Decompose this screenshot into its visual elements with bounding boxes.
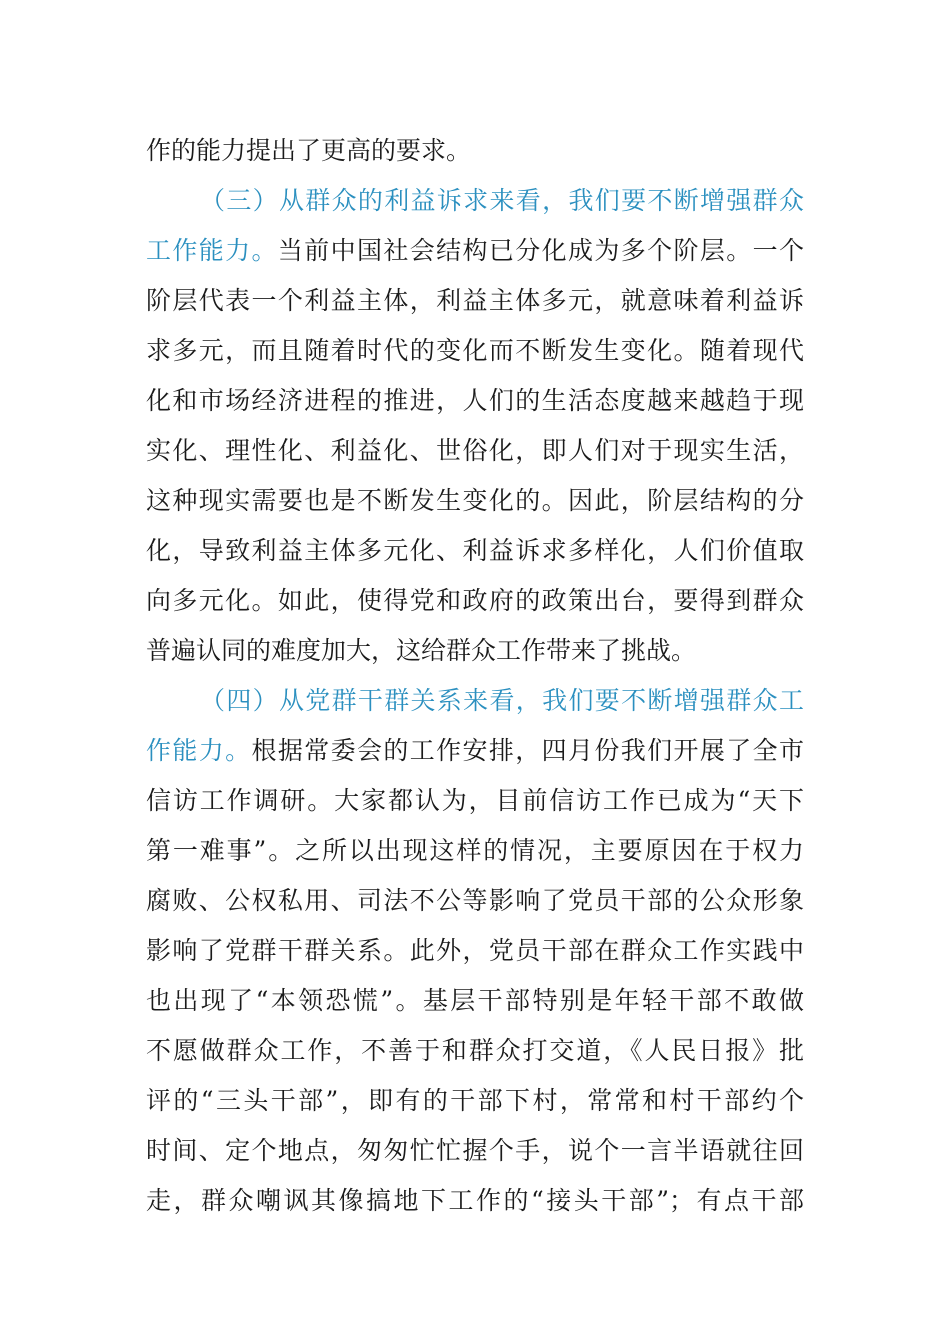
section-heading-4: （四）从党群干群关系来看，我们要不断增强群众工	[200, 686, 804, 715]
body-text: 也出现了“本领恐慌”。基层干部特别是年轻干部不敢做	[146, 986, 804, 1015]
section-heading-3-end: 工作能力。	[146, 236, 278, 265]
paragraph-line	[146, 581, 804, 621]
paragraph-line	[146, 981, 804, 1021]
paragraph-line	[146, 331, 804, 371]
body-text: 时间、定个地点，匆匆忙忙握个手，说个一言半语就往回	[146, 1136, 804, 1165]
paragraph-line	[146, 731, 804, 771]
paragraph-line	[146, 1031, 804, 1071]
body-text: 实化、理性化、利益化、世俗化，即人们对于现实生活，	[146, 436, 804, 465]
body-text: 阶层代表一个利益主体，利益主体多元，就意味着利益诉	[146, 286, 804, 315]
paragraph-line	[146, 131, 804, 171]
paragraph-line	[146, 1131, 804, 1171]
paragraph-line	[146, 481, 804, 521]
section-heading-4-end: 作能力。	[146, 736, 252, 765]
body-text: 走，群众嘲讽其像搞地下工作的“接头干部”；有点干部	[146, 1186, 804, 1215]
body-text: 当前中国社会结构已分化成为多个阶层。一个	[277, 236, 804, 265]
body-text: 求多元，而且随着时代的变化而不断发生变化。随着现代	[146, 336, 804, 365]
paragraph-line	[146, 281, 804, 321]
paragraph-line	[146, 531, 804, 571]
paragraph-line	[146, 381, 804, 421]
section-heading-3: （三）从群众的利益诉求来看，我们要不断增强群众	[200, 186, 804, 215]
body-text: 腐败、公权私用、司法不公等影响了党员干部的公众形象	[146, 886, 804, 915]
paragraph-line	[146, 1081, 804, 1121]
paragraph-line	[146, 1181, 804, 1221]
paragraph-line	[146, 631, 804, 671]
paragraph-line	[146, 781, 804, 821]
body-text: 作的能力提出了更高的要求。	[146, 136, 472, 165]
body-text: 化，导致利益主体多元化、利益诉求多样化，人们价值取	[146, 536, 804, 565]
body-text: 不愿做群众工作，不善于和群众打交道，《人民日报》批	[146, 1036, 804, 1065]
body-text: 普遍认同的难度加大，这给群众工作带来了挑战。	[146, 636, 697, 665]
section-heading-line	[200, 181, 804, 221]
paragraph-line	[146, 431, 804, 471]
body-text: 根据常委会的工作安排，四月份我们开展了全市	[251, 736, 804, 765]
body-text: 这种现实需要也是不断发生变化的。因此，阶层结构的分	[146, 486, 804, 515]
body-text: 影响了党群干群关系。此外，党员干部在群众工作实践中	[146, 936, 804, 965]
section-heading-line	[200, 681, 804, 721]
body-text: 信访工作调研。大家都认为，目前信访工作已成为“天下	[146, 786, 804, 815]
paragraph-line	[146, 931, 804, 971]
paragraph-line	[146, 831, 804, 871]
body-text: 向多元化。如此，使得党和政府的政策出台，要得到群众	[146, 586, 804, 615]
body-text: 化和市场经济进程的推进，人们的生活态度越来越趋于现	[146, 386, 804, 415]
body-text: 评的“三头干部”，即有的干部下村，常常和村干部约个	[146, 1086, 804, 1115]
body-text: 第一难事”。之所以出现这样的情况，主要原因在于权力	[146, 836, 804, 865]
paragraph-line	[146, 881, 804, 921]
paragraph-line	[146, 231, 804, 271]
